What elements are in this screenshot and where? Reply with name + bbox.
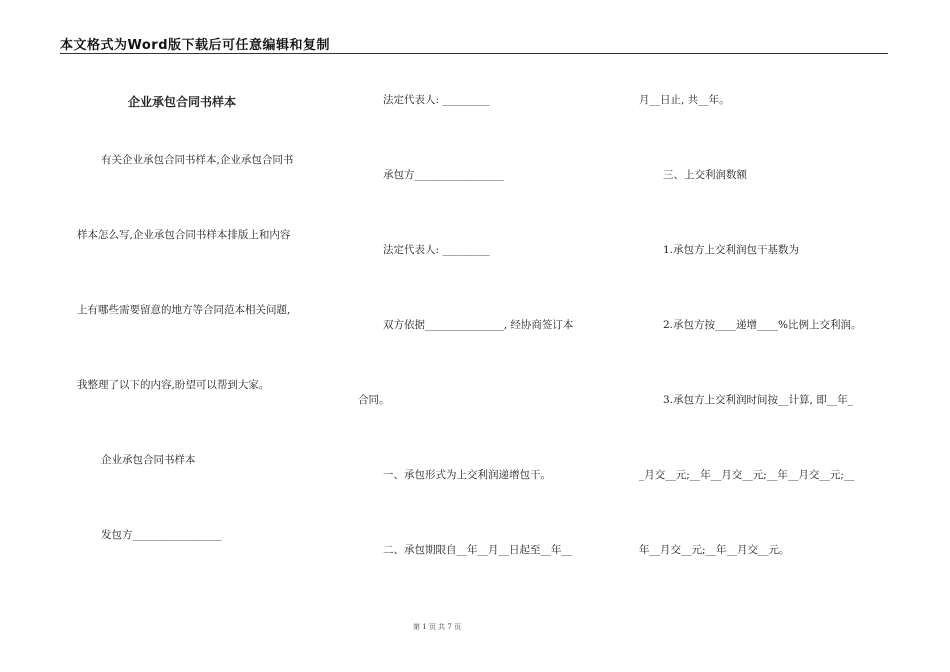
col2-legal-rep-1: 法定代表人: _________ bbox=[383, 94, 490, 106]
col1-line-1: 有关企业承包合同书样本,企业承包合同书 bbox=[101, 154, 294, 166]
col1-issuer-line: 发包方_________________ bbox=[101, 529, 222, 541]
col3-item-2: 2.承包方按____递增____%比例上交利润。 bbox=[663, 319, 862, 331]
col2-contractor-line: 承包方_________________ bbox=[383, 169, 504, 181]
col2-clause-2: 二、承包期限自__年__月__日起至__年__ bbox=[383, 544, 572, 556]
col1-subtitle: 企业承包合同书样本 bbox=[101, 454, 196, 466]
col3-schedule-line-1: _月交__元;__年__月交__元;__年__月交__元;__ bbox=[639, 469, 855, 481]
col3-section-3-heading: 三、上交利润数额 bbox=[663, 169, 747, 181]
col2-basis-line: 双方依据_______________, 经协商签订本 bbox=[383, 319, 574, 331]
col1-line-3: 上有哪些需要留意的地方等合同范本相关问题, bbox=[77, 304, 291, 316]
col3-term-end: 月__日止, 共__年。 bbox=[639, 94, 730, 106]
document-title: 企业承包合同书样本 bbox=[128, 95, 237, 109]
col2-legal-rep-2: 法定代表人: _________ bbox=[383, 244, 490, 256]
col3-schedule-line-2: 年__月交__元;__年__月交__元。 bbox=[639, 544, 790, 556]
col2-contract-word: 合同。 bbox=[358, 394, 390, 406]
page-number: 第 1 页 共 7 页 bbox=[413, 623, 462, 631]
page-header: 本文格式为Word版下载后可任意编辑和复制 bbox=[60, 38, 331, 53]
col3-item-3: 3.承包方上交利润时间按__计算, 即__年_ bbox=[663, 394, 853, 406]
col2-clause-1: 一、承包形式为上交利润递增包干。 bbox=[383, 469, 551, 481]
header-divider bbox=[60, 53, 888, 54]
col1-line-4: 我整理了以下的内容,盼望可以帮到大家。 bbox=[77, 379, 270, 391]
col1-line-2: 样本怎么写,企业承包合同书样本排版上和内容 bbox=[77, 229, 291, 241]
col3-item-1: 1.承包方上交利润包干基数为 bbox=[663, 244, 800, 256]
